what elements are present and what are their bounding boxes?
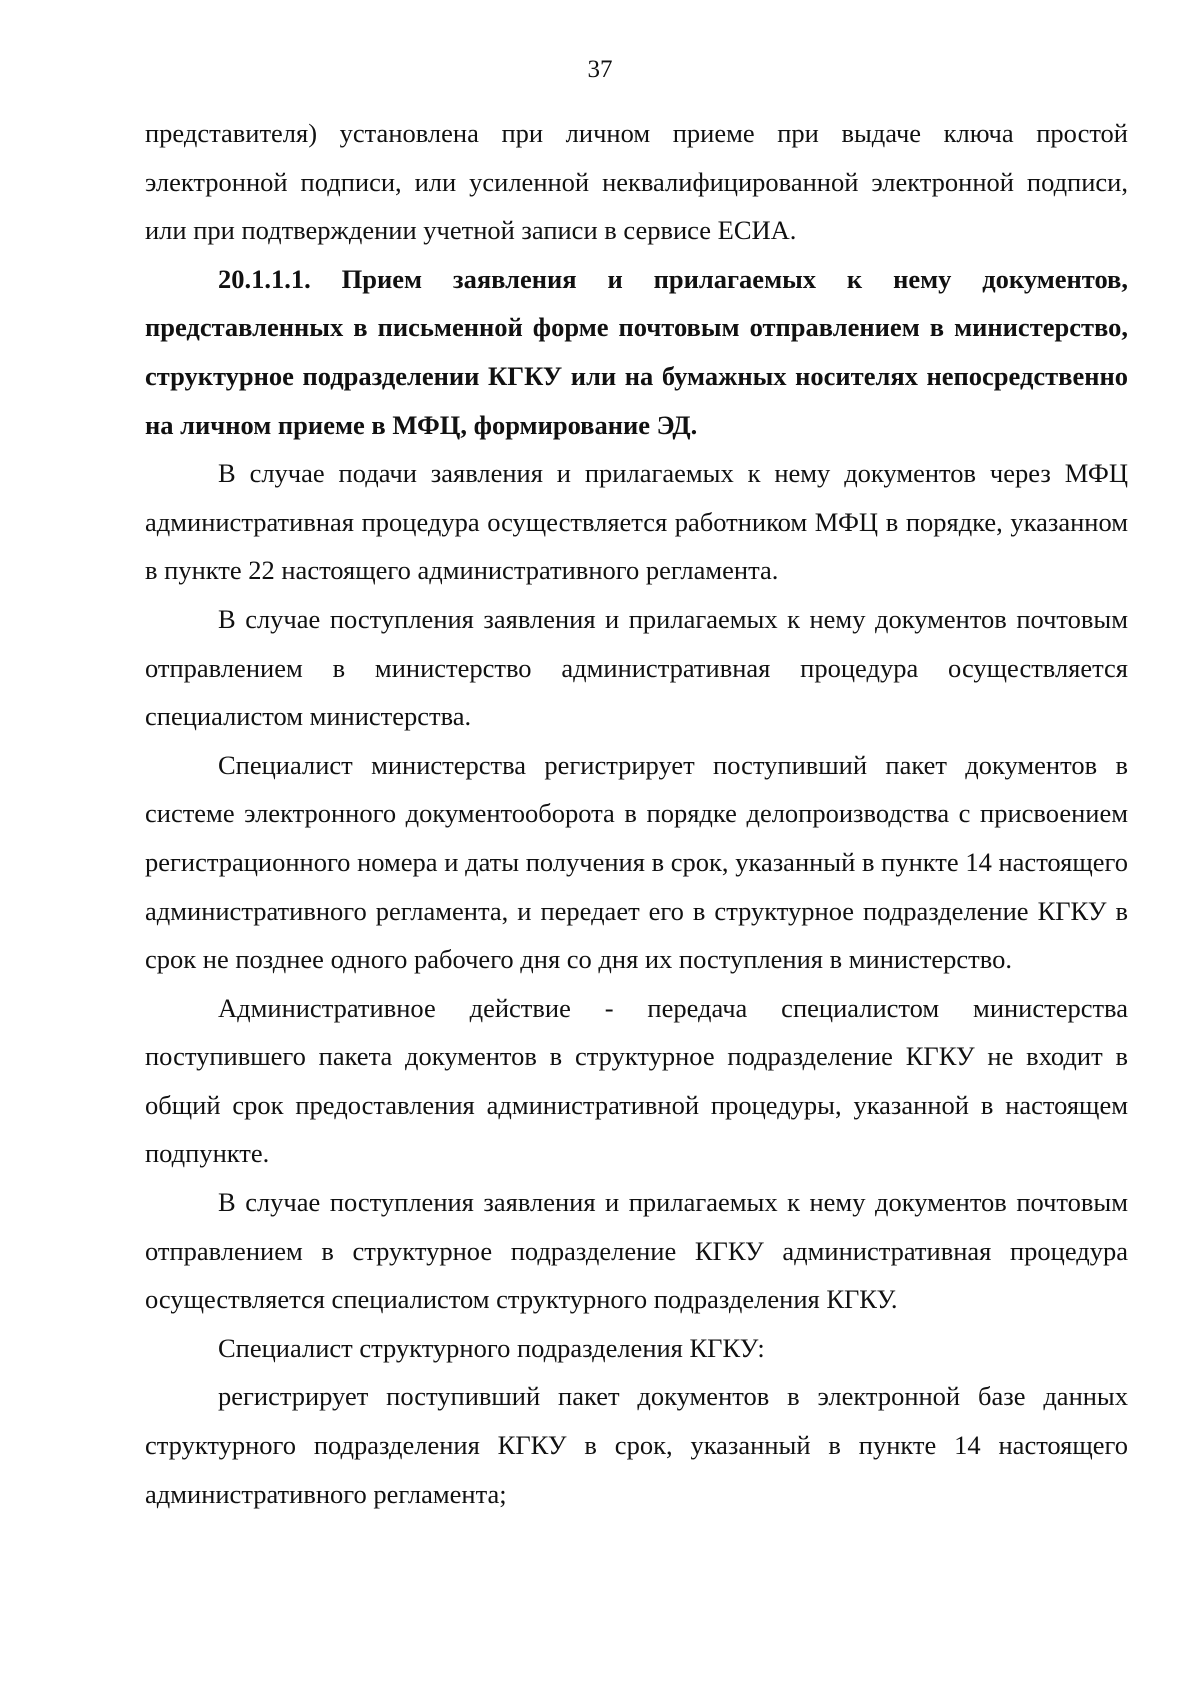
paragraph: Специалист министерства регистрирует поступивший пакет документов в системе электронного документооборота в порядке делопроизводства с присвоением регистрационного номера и даты получения в срок, указанный в пункте 14 настоящего административного регламента, и передает его в структурное подразделение КГКУ в срок не позднее одного рабочего дня со дня их поступления в министерство.: [145, 749, 1128, 975]
paragraph-continuation: представителя) установлена при личном приеме при выдаче ключа простой электронной подписи, или усиленной неквалифицированной электронной подписи, или при подтверждении учетной записи в сервисе ЕСИА.: [145, 118, 1128, 246]
document-body: [145, 109, 1128, 1518]
paragraph: Административное действие - передача специалистом министерства поступившего пакета документов в структурное подразделение КГКУ не входит в общий срок предоставления административной процедуры, указанной в настоящем подпункте.: [145, 992, 1128, 1169]
paragraph: В случае подачи заявления и прилагаемых к нему документов через МФЦ административная процедура осуществляется работником МФЦ в порядке, указанном в пункте 22 настоящего административного регламента.: [145, 458, 1128, 586]
paragraph: регистрирует поступивший пакет документов в электронной базе данных структурного подразделения КГКУ в срок, указанный в пункте 14 настоящего административного регламента;: [145, 1381, 1128, 1509]
paragraph: В случае поступления заявления и прилагаемых к нему документов почтовым отправлением в министерство административная процедура осуществляется специалистом министерства.: [145, 603, 1128, 732]
paragraph: Специалист структурного подразделения КГКУ:: [218, 1332, 765, 1363]
page-number: 37: [587, 56, 613, 83]
section-heading: 20.1.1.1. Прием заявления и прилагаемых к нему документов, представленных в письменной форме почтовым отправлением в министерство, структурное подразделении КГКУ или на бумажных носителях непосредственно на личном приеме в МФЦ, формирование ЭД.: [145, 263, 1128, 440]
paragraph: В случае поступления заявления и прилагаемых к нему документов почтовым отправлением в структурное подразделение КГКУ административная процедура осуществляется специалистом структурного подразделения КГКУ.: [145, 1187, 1128, 1315]
